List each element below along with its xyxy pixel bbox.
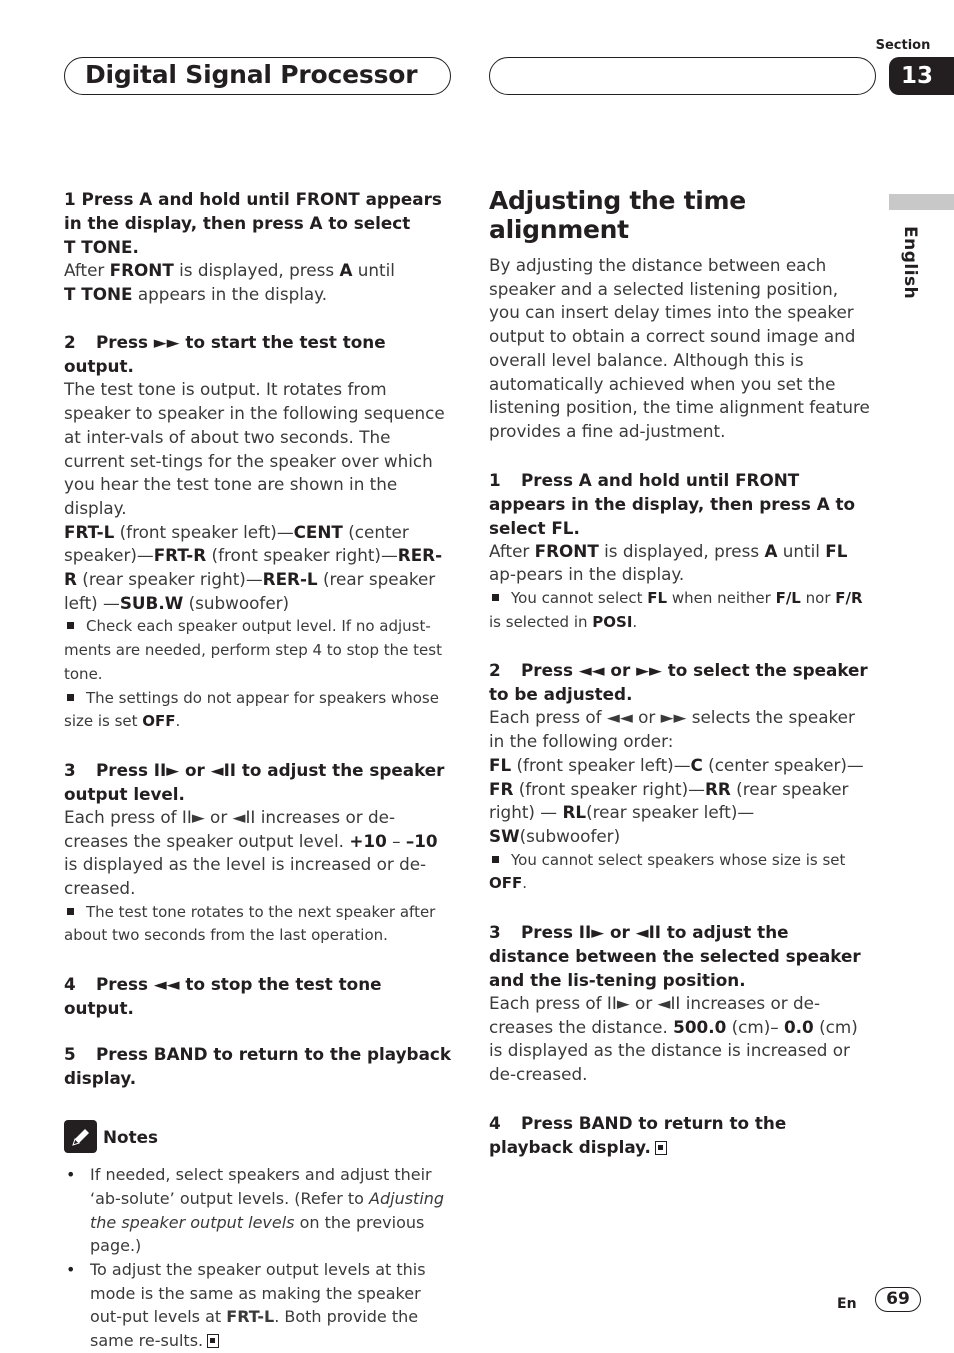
- ta-step-3-heading: 3 Press II► or ◄II to adjust the distance between the selected speaker and the lis-tening position.: [489, 922, 861, 991]
- notes-item: • To adjust the speaker output levels at this mode is the same as making the speaker out-put levels at FRT-L. Both provide the same re-sults.: [64, 1258, 454, 1353]
- step-2-sequence: FRT-L (front speaker left)—CENT (center speaker)—FRT-R (front speaker right)—RER-R (rear speaker right)—RER-L (rear speaker left) —SUB.W (subwoofer): [64, 521, 443, 613]
- left-column: [64, 187, 454, 1353]
- ta-step-2-heading: 2 Press ◄◄ or ►► to select the speaker to be adjusted.: [489, 660, 868, 705]
- section-label: Section: [875, 38, 931, 53]
- step-2-heading: 2 Press ►► to start the test tone output.: [64, 332, 386, 377]
- end-mark-icon: [655, 1141, 667, 1155]
- language-code: En: [837, 1296, 857, 1312]
- step-1-body: After FRONT is displayed, press A until T TONE appears in the display.: [64, 260, 395, 304]
- header-right-frame: [489, 57, 876, 95]
- ta-step-2-note: You cannot select speakers whose size is set OFF.: [489, 850, 846, 893]
- end-mark-icon: [207, 1334, 219, 1348]
- ta-step-2-body: Each press of ◄◄ or ►► selects the speaker in the following order:: [489, 707, 855, 752]
- step-2-note-1: Check each speaker output level. If no adjust-ments are needed, perform step 4 to stop the test tone.: [64, 617, 442, 683]
- language-label: English: [900, 226, 920, 300]
- section-number: 13: [889, 57, 954, 95]
- ta-step-1-heading: 1 Press A and hold until FRONT appears in the display, then press A to select FL.: [489, 469, 856, 538]
- step-3-body: Each press of II► or ◄II increases or de-creases the speaker output level. +10 – –10 is displayed as the level is increased or de-creased.: [64, 806, 438, 899]
- step-2-body: The test tone is output. It rotates from speaker to speaker in the following sequence at inter-vals of about two seconds. The current set-tings for the speaker over which you hear the test tone are shown in the display.: [64, 379, 445, 518]
- ta-step-2-sequence: FL (front speaker left)—C (center speaker)—FR (front speaker right)—RR (rear speaker right) — RL(rear speaker left)— SW(subwoofer): [489, 754, 864, 846]
- notes-title: Notes: [103, 1126, 158, 1147]
- ta-step-4-heading: 4 Press BAND to return to the playback display.: [489, 1112, 787, 1157]
- step-2-note-2: The settings do not appear for speakers whose size is set OFF.: [64, 688, 439, 731]
- notes-header: [64, 1120, 454, 1153]
- right-column: [489, 186, 874, 1159]
- ta-step-1-note: You cannot select FL when neither F/L nor F/R is selected in POSI.: [489, 589, 863, 631]
- step-3-heading: 3 Press II► or ◄II to adjust the speaker output level.: [64, 759, 445, 804]
- pencil-icon: [64, 1120, 97, 1153]
- section-heading: Adjusting the time alignment: [489, 186, 746, 244]
- notes-item: • If needed, select speakers and adjust their ‘ab-solute’ output levels. (Refer to Adjusting the speaker output levels on the previous page.): [64, 1163, 454, 1258]
- step-3-note: The test tone rotates to the next speaker after about two seconds from the last operation.: [64, 902, 436, 945]
- page-number: 69: [875, 1287, 921, 1312]
- page-title: Digital Signal Processor: [85, 60, 418, 89]
- step-4-heading: 4 Press ◄◄ to stop the test tone output.: [64, 974, 382, 1019]
- ta-step-1-body: After FRONT is displayed, press A until FL ap-pears in the display.: [489, 540, 848, 585]
- ta-step-3-body: Each press of II► or ◄II increases or de-creases the distance. 500.0 (cm)– 0.0 (cm) is displayed as the distance is increased or de-creased.: [489, 993, 858, 1085]
- intro-text: By adjusting the distance between each speaker and a selected listening position, you can insert delay times into the speaker output to obtain a correct sound image and overall level balance. Although this is automatically achieved when you set the listening position, the time alignment feature provides a fine ad-justment.: [489, 255, 870, 441]
- step-1-heading: 1 Press A and hold until FRONT appears in the display, then press A to select T TONE.: [64, 189, 442, 257]
- step-5-heading: 5 Press BAND to return to the playback display.: [64, 1044, 451, 1089]
- language-tab: [889, 194, 954, 210]
- notes-list: [64, 1163, 454, 1353]
